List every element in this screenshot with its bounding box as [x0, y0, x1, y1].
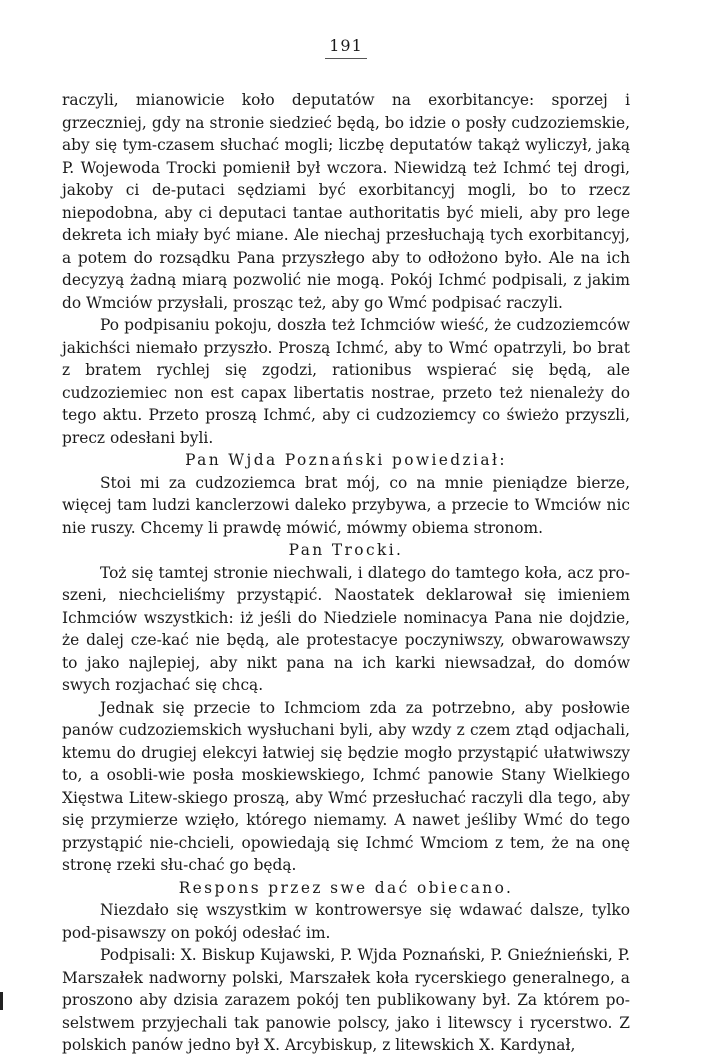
margin-mark	[0, 992, 3, 1010]
paragraph: Stoi mi za cudzoziemca brat mój, co na mnie pieniądze bierze, więcej tam ludzi kanclerzowi daleko przybywa, a przecie to Wmciów nic nie ruszy. Chcemy li prawdę mówić, mówmy obiema stronom.	[62, 473, 630, 537]
paragraph: Niezdało się wszystkim w kontrowersye się wdawać dalsze, tylko pod-pisawszy on pokój odesłać im.	[62, 901, 630, 942]
paragraph: Jednak się przecie to Ichmciom zda za potrzebno, aby posłowie panów cudzoziemskich wysłuchani byli, aby wzdy z czem ztąd odjachali, ktemu do drugiej elekcyi łatwiej się będzie mogło przystąpić ułatwiwszy to, a osobli-wie posła moskiewskiego, Ichmć panowie Stany Wielkiego Xięstwa Litew-skiego proszą, aby Wmć przesłuchać raczyli dla tego, aby się przymierze wzięło, którego niemamy. A nawet jeśliby Wmć do tego przystąpić nie-chcieli, opowiedają się Ichmć Wmciom z tem, że na onę stronę rzeki słu-chać go będą.	[62, 698, 630, 874]
page-number: 191	[62, 36, 630, 59]
speaker-heading: Pan Trocki.	[288, 541, 404, 559]
paragraph: Po podpisaniu pokoju, doszła też Ichmciów wieść, że cudzoziemców jakichści niemało przyszło. Proszą Ichmć, aby to Wmć opatrzyli, bo brat z bratem rychlej się zgodzi, rationibus wspierać się będą, ale cudzoziemiec non est capax libertatis nostrae, przeto też nienależy do tego aktu. Przeto proszą Ichmć, aby ci cudzoziemcy co świeżo przyszli, precz odesłani byli.	[62, 316, 630, 447]
speaker-heading: Pan Wjda Poznański powiedział:	[185, 451, 507, 469]
paragraph: Toż się tamtej stronie niechwali, i dlatego do tamtego koła, acz pro-szeni, niechcieliśmy przystąpić. Naostatek deklarował się imieniem Ichmciów wszystkich: iż jeśli do Niedziele nominacya Pana nie dojdzie, że dalej cze-kać nie będą, ale protestacye poczyniwszy, obwarowawszy to jako najlepiej, aby nikt pana na ich karki niewsadzał, do domów swych rozjachać się chcą.	[62, 563, 630, 694]
book-page	[62, 36, 630, 1057]
paragraph: raczyli, mianowicie koło deputatów na exorbitancye: sporzej i grzeczniej, gdy na stronie siedzieć będą, bo idzie o posły cudzoziemskie, aby się tym-czasem słuchać mogli; liczbę deputatów takąż wyliczył, jaką P. Wojewoda Trocki pomienił był wczora. Niewidzą też Ichmć tej drogi, jakoby ci de-putaci sędziami być exorbitancyj mogli, bo to rzecz niepodobna, aby ci deputaci tantae authoritatis być mieli, aby pro lege dekreta ich miały być miane. Ale niechaj przesłuchają tych exorbitancyj, a potem do rozsądku Pana przyszłego aby to odłożono było. Ale na ich decyzyą żadną miarą pozwolić nie mogą. Pokój Ichmć podpisali, z jakim do Wmciów przysłali, prosząc też, aby go Wmć podpisać raczyli.	[62, 91, 630, 312]
paragraph: Podpisali: X. Biskup Kujawski, P. Wjda Poznański, P. Gnieźnieński, P. Marszałek nadworny polski, Marszałek koła rycerskiego generalnego, a proszono aby dzisia zarazem pokój ten publikowany był. Za którem po-selstwem przyjechali tak panowie polscy, jako i litewscy i rycerstwo. Z polskich panów jedno był X. Arcybiskup, z litewskich X. Kardynał,	[62, 946, 630, 1054]
page-body	[62, 89, 630, 1057]
speaker-heading: Respons przez swe dać obiecano.	[178, 878, 514, 897]
